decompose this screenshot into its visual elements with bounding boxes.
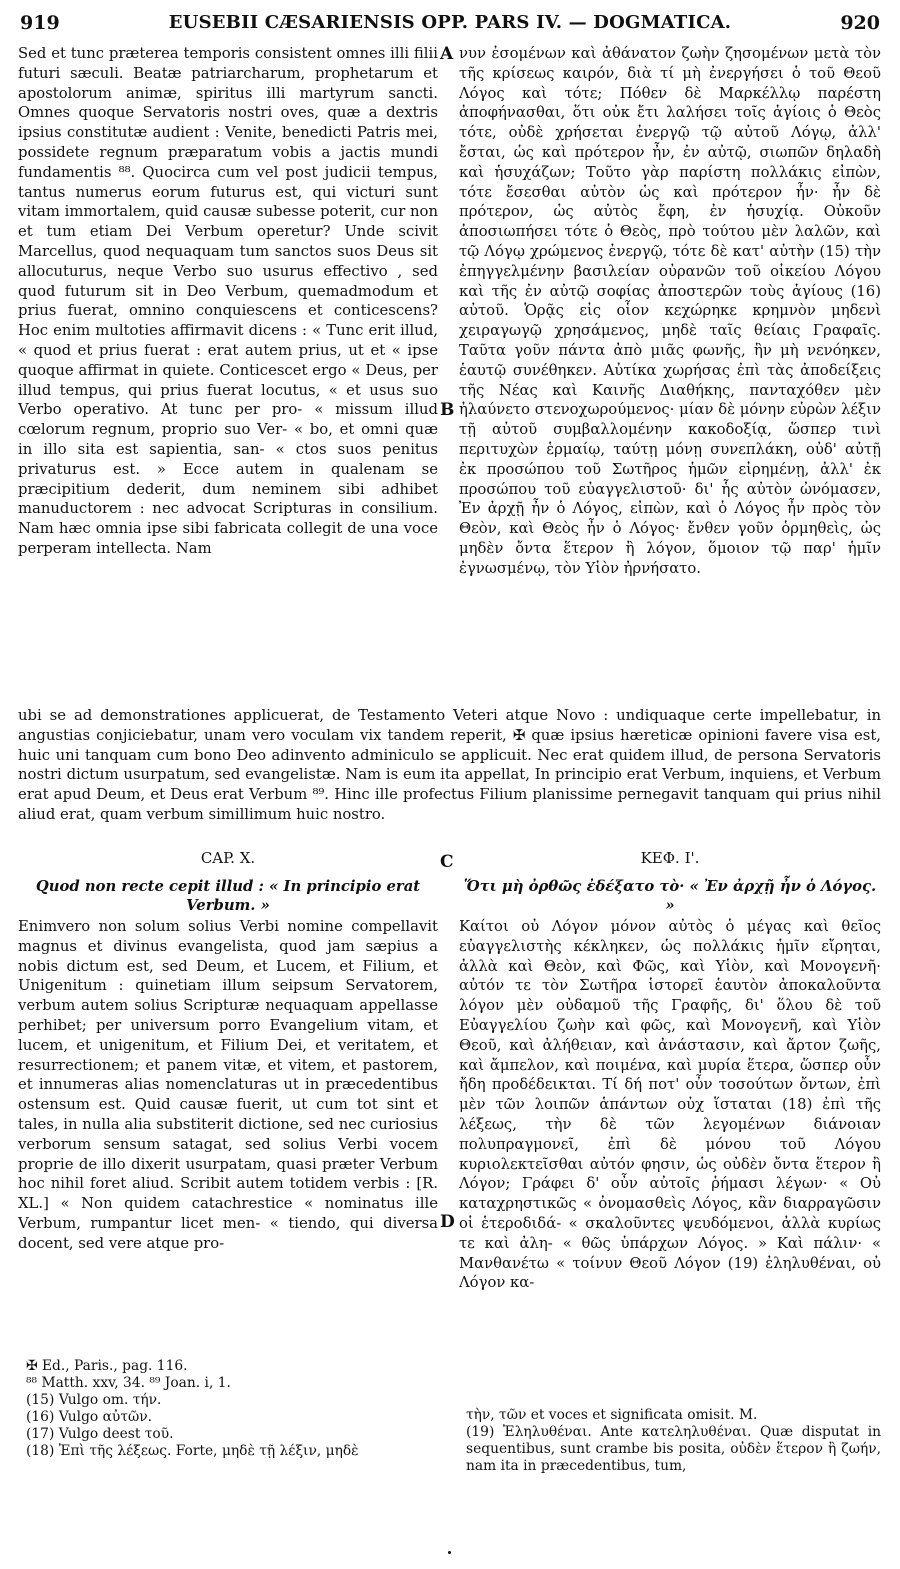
footnote-line: ⁸⁸ Matth. xxv, 34. ⁸⁹ Joan. i, 1.: [26, 1375, 231, 1391]
bottom-dot: [448, 1551, 451, 1554]
running-title: EUSEBII CÆSARIENSIS OPP. PARS IV. — DOGMATICA.: [168, 12, 732, 33]
latin-full-width-paragraph: [18, 706, 881, 830]
section-marker-a: A: [440, 44, 454, 64]
latin-column-bottom: [18, 917, 438, 1364]
page-number-left: 919: [20, 12, 60, 34]
section-marker-c: C: [440, 852, 454, 872]
section-marker-b: B: [440, 400, 455, 420]
footnote-line: (17) Vulgo deest τοῦ.: [26, 1426, 174, 1442]
chapter-heading-latin: CAP. X.: [200, 849, 256, 867]
section-marker-d: D: [440, 1212, 455, 1232]
footnote-line: ✠ Ed., Paris., pag. 116.: [26, 1358, 188, 1374]
page-number-right: 920: [840, 12, 880, 34]
footnote-line: (15) Vulgo om. τήν.: [26, 1392, 162, 1408]
greek-column-bottom: [459, 917, 881, 1364]
footnote-line: τὴν, τῶν et voces et significata omisit. M.: [466, 1407, 758, 1423]
greek-column-top: [459, 44, 881, 704]
running-header: [18, 6, 882, 40]
chapter-heading-greek: ΚΕΦ. Ι'.: [640, 849, 700, 867]
chapter-subtitle-latin: Quod non recte cepit illud : « In principio erat Verbum. »: [35, 878, 421, 914]
footnotes-right: [466, 1407, 881, 1475]
latin-paragraph-top: Sed et tunc præterea temporis consistent omnes illi filii futuri sæculi. Beatæ patriarcharum, prophetarum et apostolorum animæ, spiritus illi martyrum sancti. Omnes quoque Servatoris nostri oves, quæ a dextris ipsius constitutæ audient : Venite, benedicti Patris mei, possidete regnum præparatum vobis a jactis mundi fundamentis ⁸⁸. Quocirca cum vel post judicii tempus, tantus numerus eorum futurus est, qui victuri sunt vitam immortalem, quid causæ subesse poterit, cur non et tum etiam Dei Verbum operetur? Unde scivit Marcellus, quod nequaquam tum sanctos suos Deus sit allocuturus, neque Verbo suo usurus effectivo , sed quod futurum sit in Deo Verbum, quemadmodum et prius fuerat, omnino conquiescens et conticescens? Hoc enim multoties affirmavit dicens : « Tunc erit illud, « quod et prius fuerat : erat autem prius, ut et « ipse quoque affirmat in quiete. Conticescet ergo « Deus, per illud tempus, qui prius fuerat locutus, « et usus suo Verbo operativo. At tunc per pro- « missum illud cœlorum regnum, proprio suo Ver- « bo, et omni quæ in illo sita est sapientia, san- « ctos suos penitus privaturus est. » Ecce autem in qualenam se præcipitium dederit, dum neminem sibi adhibet manuductorem : nec advocat Scripturas in consilium. Nam hæc omnia ipse sibi fabricata collegit de una voce perperam intellecta. Nam: [18, 45, 438, 557]
footnotes-left: [26, 1358, 438, 1460]
greek-paragraph-top: νυν ἐσομένων καὶ ἀθάνατον ζωὴν ζησομένων μετὰ τὸν τῆς κρίσεως καιρόν, διὰ τί μὴ ἐνεργήσει ὁ τοῦ Θεοῦ Λόγος καὶ τότε; Πόθεν δὲ Μαρκέλλῳ παρέστη ἀποφήνασθαι, ὅτι οὐκ ἔτι λαλήσει τοῖς ἁγίοις ὁ Θεὸς τότε, οὐδὲ χρήσεται ἐνεργῷ τῷ αὐτοῦ Λόγῳ, ἀλλ' ἔσται, ὡς καὶ πρότερον ἦν, ἐν αὐτῷ, σιωπῶν δηλαδὴ καὶ ἡσυχάζων; Τοῦτο γὰρ παρίστη πολλάκις εἰπὼν, τότε ἔσεσθαι αὐτὸν ὡς καὶ πρότερον ἦν· ἦν δὲ πρότερον, ὡς αὐτὸς ἔφη, ἐν ἡσυχίᾳ. Οὐκοῦν ἀποσιωπήσει τότε ὁ Θεὸς, πρὸ τούτου μὲν λαλῶν, καὶ τῷ Λόγῳ χρώμενος ἐνεργῷ, τότε δὲ κατ' αὐτὴν (15) τὴν ἐπηγγελμένην βασιλείαν οὐρανῶν τοῦ οἰκείου Λόγου καὶ τῆς ἐν αὐτῷ σοφίας ἀποστερῶν τοὺς ἁγίους (16) αὐτοῦ. Ὁρᾷς εἰς οἷον κεχώρηκε κρημνὸν μηδενὶ χειραγωγῷ χρησάμενος, μηδὲ ταῖς θείαις Γραφαῖς. Ταῦτα γοῦν πάντα ἀπὸ μιᾶς φωνῆς, ἣν μὴ νενόηκεν, ἑαυτῷ συνέθηκεν. Αὐτίκα χωρήσας ἐπὶ τὰς ἀποδείξεις τῆς Νέας καὶ Καινῆς Διαθήκης, πανταχόθεν μὲν ἠλαύνετο στενοχωρούμενος· μίαν δὲ μόνην εὑρὼν λέξιν τῇ αὐτοῦ συμβαλλομένην κακοδοξίᾳ, ὥσπερ τινὶ περιτυχὼν ἑρμαίῳ, ταύτῃ μόνῃ συνεπλάκη, οὐδ' αὐτῇ ἐκ προσώπου τοῦ Σωτῆρος ἡμῶν εἰρημένῃ, ἀλλ' ἐκ προσώπου τοῦ εὐαγγελιστοῦ· δι' ἧς αὐτὸν ὠνόμασεν, Ἐν ἀρχῇ ἦν ὁ Λόγος, εἰπὼν, καὶ ὁ Λόγος ἦν πρὸς τὸν Θεὸν, καὶ Θεὸς ἦν ὁ Λόγος· ἔνθεν γοῦν ὁρμηθεὶς, ὡς μηδὲν ὄντα ἕτερον ἢ λόγον, ὅμοιον τῷ παρ' ἡμῖν ἐγνωσμένῳ, τὸν Υἱὸν ἠρνήσατο.: [459, 45, 881, 577]
footnote-line: (19) Ἐληλυθέναι. Ante κατεληλυθέναι. Quæ disputat in sequentibus, sunt crambe bis posita, οὐδὲν ἕτερον ἢ ζωήν, nam ita in præcedentibus, tum,: [466, 1424, 881, 1474]
latin-full-text: ubi se ad demonstrationes applicuerat, de Testamento Veteri atque Novo : undiquaque certe impellebatur, in angustias conjiciebatur, unam vero voculam vix tandem reperit, ✠ quæ ipsius hæreticæ opinioni favere visa est, huic uni tanquam cum bono Deo adinvento adminiculo se applicuit. Nec erat quidem illud, de persona Servatoris nostri dictum usurpatum, sed evangelistæ. Nam is eum ita appellat, In principio erat Verbum, inquiens, et Verbum erat apud Deum, et Deus erat Verbum ⁸⁹. Hinc ille profectus Filium planissime pernegavit tanquam qui prius nihil aliud erat, quam verbum simillimum huic nostro.: [18, 707, 881, 823]
footnote-line: (18) Ἐπὶ τῆς λέξεως. Forte, μηδὲ τῇ λέξιν, μηδὲ: [26, 1443, 359, 1459]
footnote-line: (16) Vulgo αὐτῶν.: [26, 1409, 152, 1425]
chapter-subtitle-greek: Ὅτι μὴ ὀρθῶς ἐδέξατο τὸ· « Ἐν ἀρχῇ ἦν ὁ Λόγος. »: [463, 878, 877, 914]
latin-column-top: [18, 44, 438, 716]
greek-paragraph-bottom: Καίτοι οὐ Λόγον μόνον αὐτὸς ὁ μέγας καὶ θεῖος εὐαγγελιστὴς κέκληκεν, ὡς πολλάκις ἡμῖν εἴρηται, ἀλλὰ καὶ Θεὸν, καὶ Φῶς, καὶ Υἱὸν, καὶ Μονογενῆ· αὐτόν τε τὸν Σωτῆρα ἱστορεῖ ἑαυτὸν ἀποκαλοῦντα λόγον μὲν οὐδαμοῦ τῆς Γραφῆς, δι' ὅλου δὲ τοῦ Εὐαγγελίου ζωὴν καὶ φῶς, καὶ Μονογενῆ, καὶ Υἱὸν Θεοῦ, καὶ ἀλήθειαν, καὶ ἀνάστασιν, καὶ ἄρτον ζωῆς, καὶ ἄμπελον, καὶ ποιμένα, καὶ μυρία ἕτερα, ὥσπερ οὖν ἤδη προδέδεικται. Τί δή ποτ' οὖν τοσούτων ὄντων, ἐπὶ μὲν τῶν λοιπῶν ἁπάντων οὐχ ἵσταται (18) ἐπὶ τῆς λέξεως, τὴν δὲ τῶν λεγομένων διάνοιαν πολυπραγμονεῖ, ἐπὶ δὲ μόνου τοῦ Λόγου κυριολεκτεῖσθαι αὐτόν φησιν, ὡς οὐδὲν ὄντα ἕτερον ἢ Λόγον; Γράφει δ' οὖν αὐτοῖς ῥήμασι λέγων· « Οὐ καταχρηστικῶς « ὀνομασθεὶς Λόγος, κἂν διαρραγῶσιν οἱ ἑτεροδιδά- « σκαλοῦντες ψευδόμενοι, ἀλλὰ κυρίως τε καὶ ἀλη- « θῶς ὑπάρχων Λόγος. » Καὶ πάλιν· « Μανθανέτω « τοίνυν Θεοῦ Λόγον (19) ἐληλυθέναι, οὐ Λόγον κα-: [459, 918, 881, 1292]
latin-paragraph-bottom: Enimvero non solum solius Verbi nomine compellavit magnus et divinus evangelista, quod jam sæpius a nobis dictum est, sed Deum, et Lucem, et Filium, et Unigenitum : quinetiam illum seipsum Servatorem, verbum autem solius Scripturæ nequaquam appellasse perhibet; per universum porro Evangelium vitam, et lucem, et unigenitum, et Filium Dei, et veritatem, et resurrectionem; et panem vitæ, et vitem, et pastorem, et innumeras alias nomenclaturas ut in præcedentibus ostensum est. Quid causæ fuerit, ut cum tot sint et tales, in nulla alia substiterit dictione, sed nec curiosius verborum sensum satagat, sed solius Verbi vocem proprie de illo dixerit usurpatam, quasi præter Verbum hoc nihil foret aliud. Scribit autem totidem verbis : [R. XL.] « Non quidem catachrestice « nominatus ille Verbum, rumpantur licet men- « tiendo, qui diversa docent, sed vere atque pro-: [18, 918, 438, 1252]
